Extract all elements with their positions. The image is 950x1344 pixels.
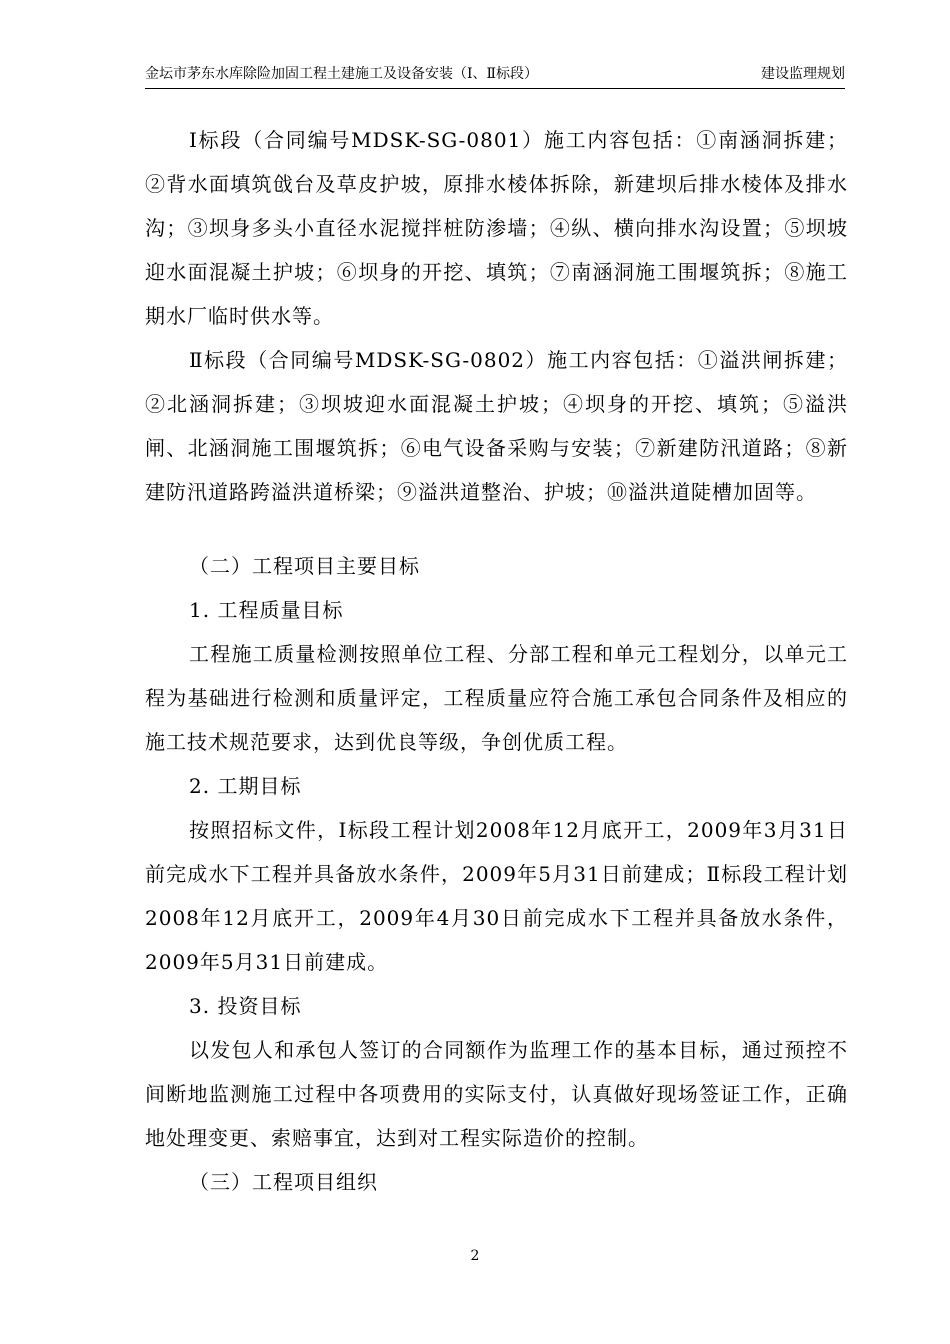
page-number: 2 xyxy=(470,1248,480,1264)
paragraph-section2-scope: Ⅱ标段（合同编号MDSK-SG-0802）施工内容包括：①溢洪闸拆建；②北涵洞拆建；③坝坡迎水面混凝土护坡；④坝身的开挖、填筑；⑤溢洪闸、北涵洞施工围堰筑拆；⑥电气设备采购与安装；⑦新建防汛道路；⑧新建防汛道路跨溢洪道桥梁；⑨溢洪道整治、护坡；⑩溢洪道陡槽加固等。 xyxy=(145,348,848,504)
heading-main-objectives: （二）工程项目主要目标 xyxy=(189,554,420,578)
document-body xyxy=(145,118,848,1204)
heading-project-organization: （三）工程项目组织 xyxy=(189,1170,378,1194)
paragraph-section1-scope: Ⅰ标段（合同编号MDSK-SG-0801）施工内容包括：①南涵洞拆建；②背水面填筑戗台及草皮护坡，原排水棱体拆除，新建坝后排水棱体及排水沟；③坝身多头小直径水泥搅拌桩防渗墙；④纵、横向排水沟设置；⑤坝坡迎水面混凝土护坡；⑥坝身的开挖、填筑；⑦南涵洞施工围堰筑拆；⑧施工期水厂临时供水等。 xyxy=(145,128,848,328)
heading-investment-objective: 3. 投资目标 xyxy=(189,994,302,1018)
page-header xyxy=(145,64,845,89)
header-section-title: 建设监理规划 xyxy=(761,66,845,82)
heading-quality-objective: 1. 工程质量目标 xyxy=(189,598,344,622)
header-document-title: 金坛市茅东水库除险加固工程土建施工及设备安装（Ⅰ、Ⅱ标段） xyxy=(145,66,539,82)
paragraph-schedule-objective: 按照招标文件，Ⅰ标段工程计划2008年12月底开工，2009年3月31日前完成水下工程并具备放水条件，2009年5月31日前建成；Ⅱ标段工程计划2008年12月底开工，2009年4月30日前完成水下工程并具备放水条件，2009年5月31日前建成。 xyxy=(145,818,848,974)
spacer xyxy=(145,514,848,544)
paragraph-quality-objective: 工程施工质量检测按照单位工程、分部工程和单元工程划分，以单元工程为基础进行检测和质量评定，工程质量应符合施工承包合同条件及相应的施工技术规范要求，达到优良等级，争创优质工程。 xyxy=(145,642,848,754)
heading-schedule-objective: 2. 工期目标 xyxy=(189,774,302,798)
paragraph-investment-objective: 以发包人和承包人签订的合同额作为监理工作的基本目标，通过预控不间断地监测施工过程中各项费用的实际支付，认真做好现场签证工作，正确地处理变更、索赔事宜，达到对工程实际造价的控制。 xyxy=(145,1038,848,1150)
